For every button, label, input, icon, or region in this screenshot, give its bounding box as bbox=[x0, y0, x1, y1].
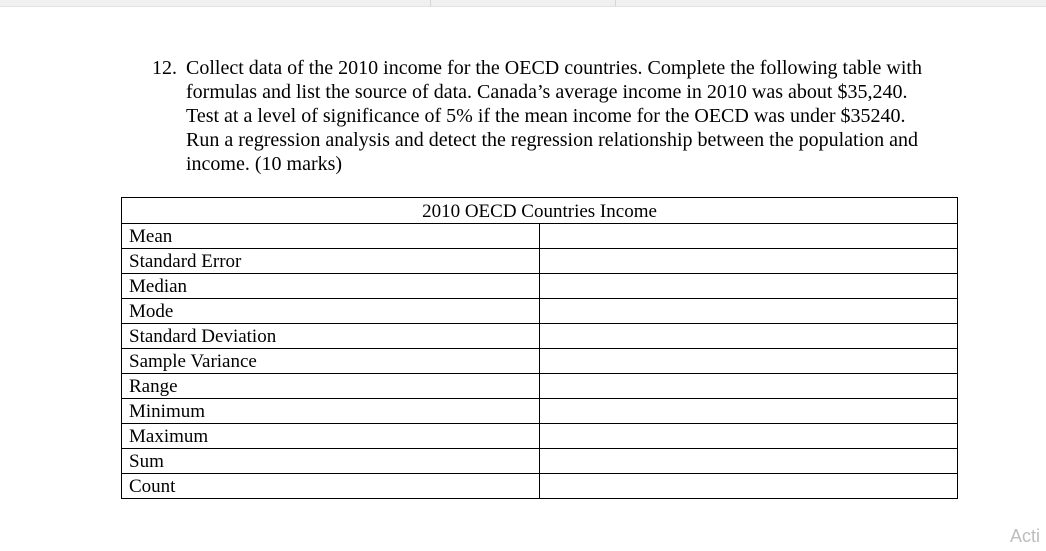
statistic-label: Median bbox=[122, 274, 540, 299]
statistic-label: Standard Deviation bbox=[122, 324, 540, 349]
table-row bbox=[122, 449, 958, 474]
statistic-label: Maximum bbox=[122, 424, 540, 449]
question-text: Collect data of the 2010 income for the OECD countries. Complete the following table with formulas and list the source of data. Canada’s average income in 2010 was about $35,240. Test at a level of significance of 5% if the mean income for the OECD was under $35240. Run a regression analysis and detect the regression relationship between the population and income. (10 marks) bbox=[186, 57, 922, 175]
statistic-label: Mode bbox=[122, 299, 540, 324]
statistic-label: Count bbox=[122, 474, 540, 499]
statistic-value-cell[interactable] bbox=[540, 374, 958, 399]
table-row bbox=[122, 374, 958, 399]
table-row bbox=[122, 299, 958, 324]
toolbar-divider bbox=[615, 0, 616, 6]
statistic-value-cell[interactable] bbox=[540, 274, 958, 299]
statistic-value-cell[interactable] bbox=[540, 299, 958, 324]
statistic-value-cell[interactable] bbox=[540, 449, 958, 474]
statistic-label: Standard Error bbox=[122, 249, 540, 274]
statistic-value-cell[interactable] bbox=[540, 474, 958, 499]
statistic-label: Sample Variance bbox=[122, 349, 540, 374]
table-row bbox=[122, 399, 958, 424]
statistic-value-cell[interactable] bbox=[540, 349, 958, 374]
statistic-value-cell[interactable] bbox=[540, 249, 958, 274]
table-row bbox=[122, 249, 958, 274]
statistic-label: Range bbox=[122, 374, 540, 399]
question-block bbox=[152, 56, 972, 176]
table-row bbox=[122, 224, 958, 249]
table-row bbox=[122, 349, 958, 374]
activation-watermark: Acti bbox=[1009, 526, 1040, 546]
statistic-label: Mean bbox=[122, 224, 540, 249]
table-row bbox=[122, 324, 958, 349]
statistic-label: Sum bbox=[122, 449, 540, 474]
statistic-value-cell[interactable] bbox=[540, 424, 958, 449]
statistic-value-cell[interactable] bbox=[540, 324, 958, 349]
table-header-row bbox=[122, 198, 958, 224]
table-row bbox=[122, 274, 958, 299]
toolbar-divider bbox=[430, 0, 431, 6]
top-toolbar-strip bbox=[0, 0, 1046, 7]
table-row bbox=[122, 474, 958, 499]
table-header: 2010 OECD Countries Income bbox=[122, 198, 958, 224]
question-number: 12. bbox=[152, 57, 177, 79]
table-row bbox=[122, 424, 958, 449]
statistics-table bbox=[121, 197, 958, 499]
statistic-value-cell[interactable] bbox=[540, 224, 958, 249]
statistic-label: Minimum bbox=[122, 399, 540, 424]
statistic-value-cell[interactable] bbox=[540, 399, 958, 424]
